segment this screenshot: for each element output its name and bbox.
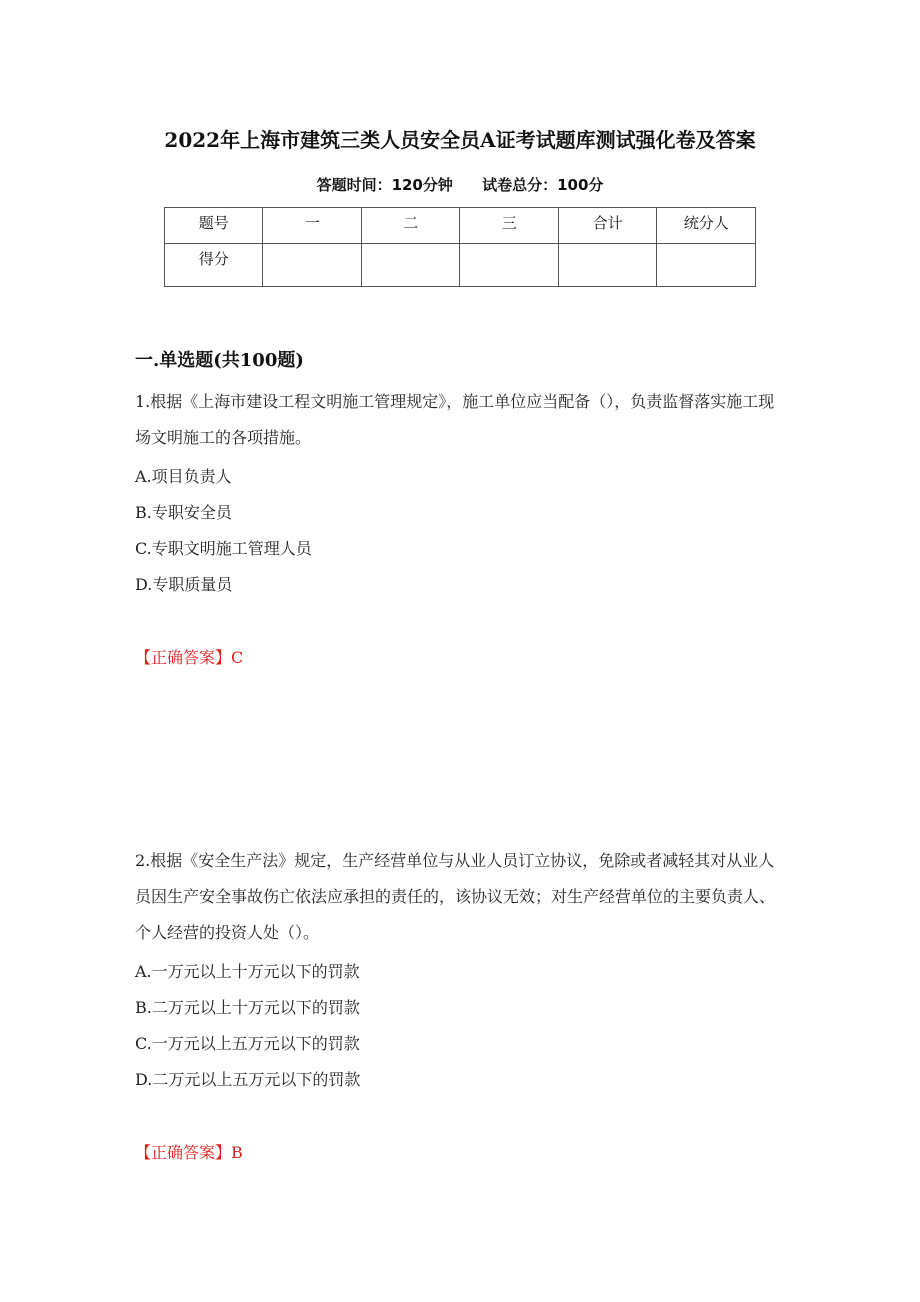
question-1-text: 1.根据《上海市建设工程文明施工管理规定》，施工单位应当配备（），负责监督落实施工现场文明施工的各项措施。	[135, 392, 775, 447]
score-row-label: 得分	[165, 244, 263, 287]
score-header-cell: 三	[460, 208, 558, 244]
score-cell	[657, 244, 756, 287]
question-2-option-c: C.一万元以上五万元以下的罚款	[135, 1034, 360, 1053]
question-2-answer: 【正确答案】B	[135, 1143, 243, 1162]
question-1-answer: 【正确答案】C	[135, 648, 244, 667]
score-header-cell: 二	[361, 208, 459, 244]
question-2-option-b: B.二万元以上十万元以下的罚款	[135, 998, 360, 1017]
document-title: 2022年上海市建筑三类人员安全员A证考试题库测试强化卷及答案	[164, 128, 756, 152]
question-2-text: 2.根据《安全生产法》规定，生产经营单位与从业人员订立协议，免除或者减轻其对从业人员因生产安全事故伤亡依法应承担的责任的，该协议无效；对生产经营单位的主要负责人、个人经营的投资人处（）。	[135, 851, 776, 942]
question-1-option-d: D.专职质量员	[135, 575, 233, 594]
exam-total-score: 试卷总分：100分	[482, 176, 604, 194]
question-1-option-a: A.项目负责人	[135, 467, 232, 486]
score-cell	[558, 244, 656, 287]
question-2-option-a: A.一万元以上十万元以下的罚款	[135, 962, 360, 981]
score-header-cell: 合计	[558, 208, 656, 244]
exam-meta	[0, 174, 920, 195]
score-table-header-row	[165, 208, 756, 244]
score-cell	[361, 244, 459, 287]
score-table-row	[165, 244, 756, 287]
question-1-option-b: B.专职安全员	[135, 503, 232, 522]
score-table	[164, 207, 756, 287]
score-header-cell: 统分人	[657, 208, 756, 244]
score-header-cell: 一	[263, 208, 361, 244]
score-cell	[263, 244, 361, 287]
question-2-option-d: D.二万元以上五万元以下的罚款	[135, 1070, 361, 1089]
exam-time: 答题时间：120分钟	[316, 176, 453, 194]
score-cell	[460, 244, 558, 287]
section-title: 一.单选题(共100题)	[135, 350, 304, 371]
question-1-option-c: C.专职文明施工管理人员	[135, 539, 312, 558]
score-header-cell: 题号	[165, 208, 263, 244]
